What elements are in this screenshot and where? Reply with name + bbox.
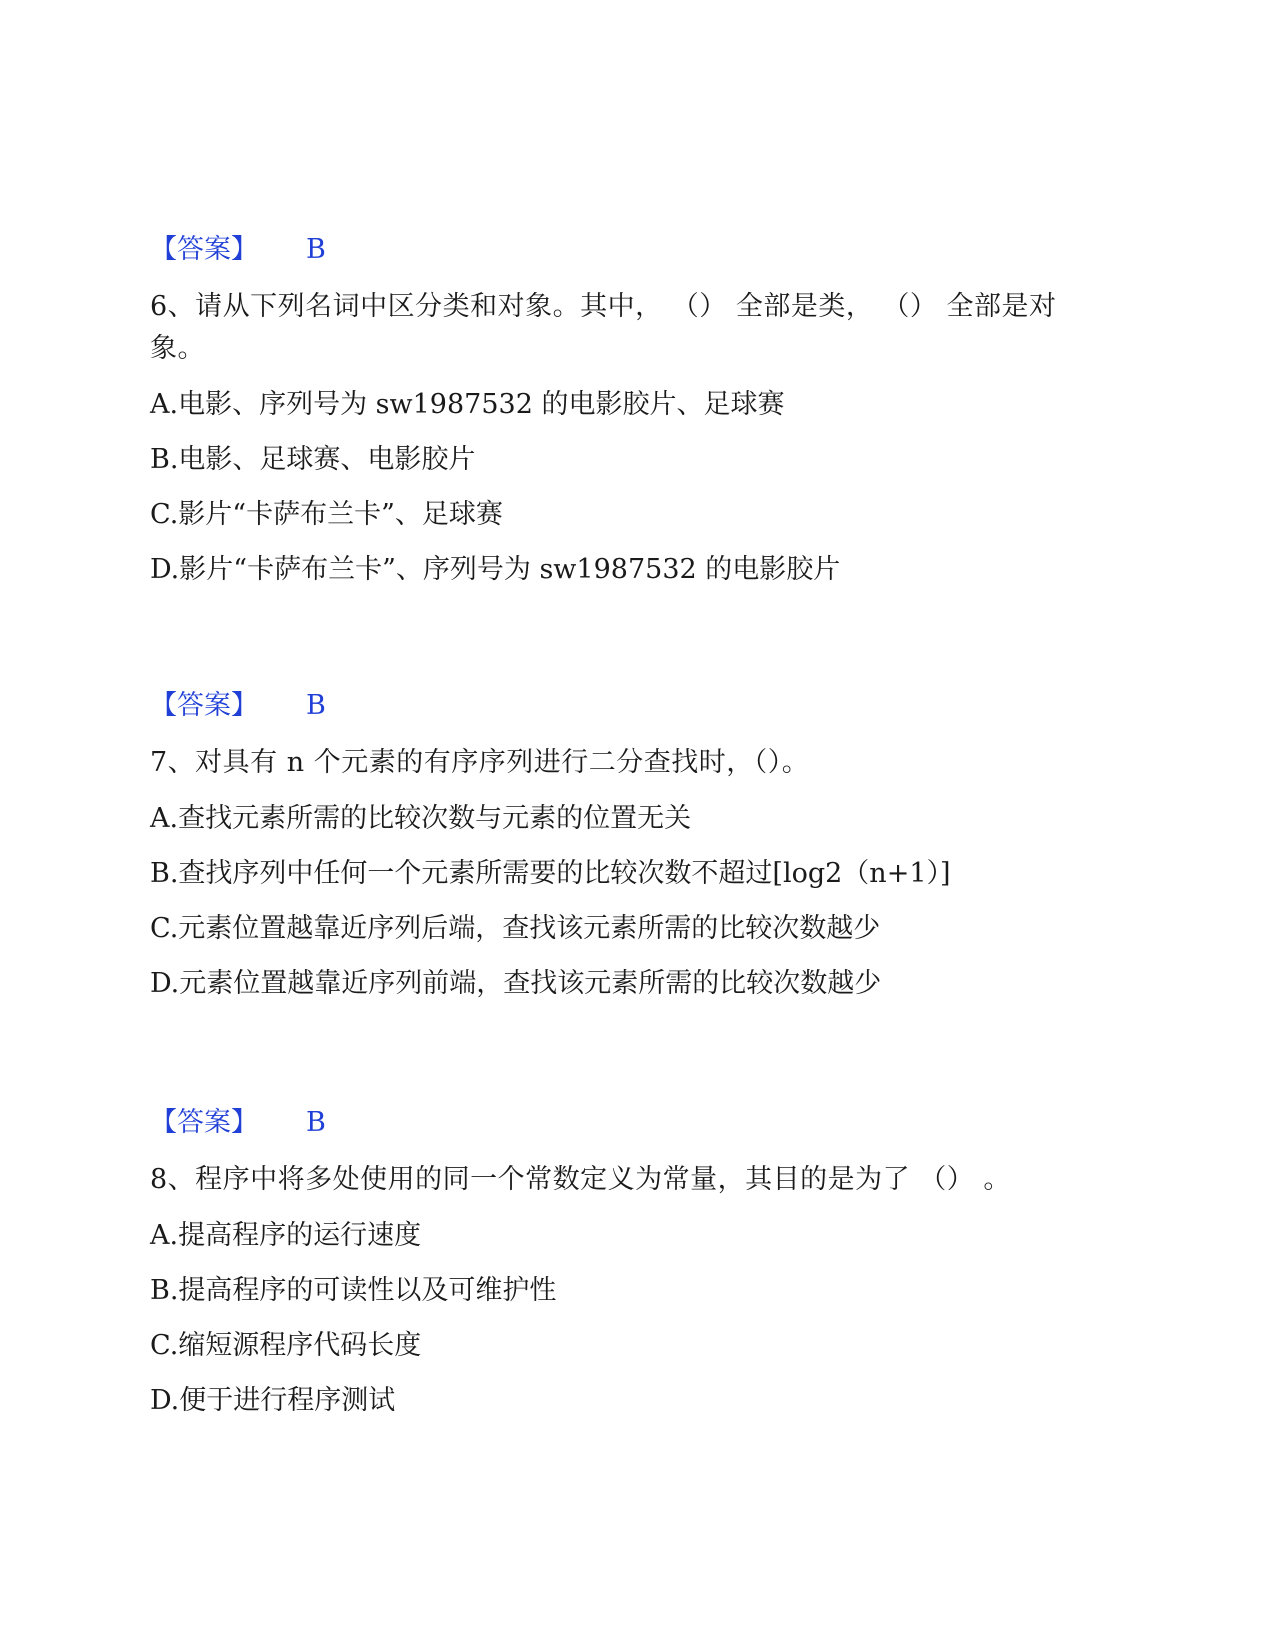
answer-label: 【答案】	[150, 234, 258, 265]
answer-label: 【答案】	[150, 1107, 258, 1138]
options-list	[150, 385, 1110, 590]
option-c: C.元素位置越靠近序列后端，查找该元素所需的比较次数越少	[150, 913, 881, 944]
answer-label: 【答案】	[150, 690, 258, 721]
answer-value: B	[306, 234, 326, 265]
question-text: 7、对具有 n 个元素的有序序列进行二分查找时，（）。	[150, 747, 810, 778]
option-c: C.影片“卡萨布兰卡”、足球赛	[150, 499, 503, 530]
option-a: A.查找元素所需的比较次数与元素的位置无关	[150, 803, 692, 834]
question-text: 6、请从下列名词中区分类和对象。其中， （） 全部是类， （） 全部是对象。	[150, 291, 1057, 364]
answer-line	[150, 230, 1110, 270]
answer-value: B	[306, 1107, 326, 1138]
option-b: B.查找序列中任何一个元素所需要的比较次数不超过[log2（n+1）]	[150, 858, 951, 889]
answer-line	[150, 686, 1110, 726]
option-d: D.影片“卡萨布兰卡”、序列号为 sw1987532 的电影胶片	[150, 554, 841, 585]
question-block-7	[150, 686, 1110, 1004]
option-d: D.便于进行程序测试	[150, 1385, 396, 1416]
answer-line	[150, 1103, 1110, 1143]
option-b: B.电影、足球赛、电影胶片	[150, 444, 476, 475]
option-b: B.提高程序的可读性以及可维护性	[150, 1275, 557, 1306]
option-d: D.元素位置越靠近序列前端，查找该元素所需的比较次数越少	[150, 968, 882, 999]
question-text: 8、程序中将多处使用的同一个常数定义为常量，其目的是为了 （） 。	[150, 1164, 1011, 1195]
answer-value: B	[306, 690, 326, 721]
question-block-8	[150, 1103, 1110, 1421]
question-block-6	[150, 230, 1110, 590]
option-c: C.缩短源程序代码长度	[150, 1330, 422, 1361]
options-list	[150, 799, 1110, 1004]
option-a: A.提高程序的运行速度	[150, 1220, 422, 1251]
option-a: A.电影、序列号为 sw1987532 的电影胶片、足球赛	[150, 389, 785, 420]
options-list	[150, 1216, 1110, 1421]
